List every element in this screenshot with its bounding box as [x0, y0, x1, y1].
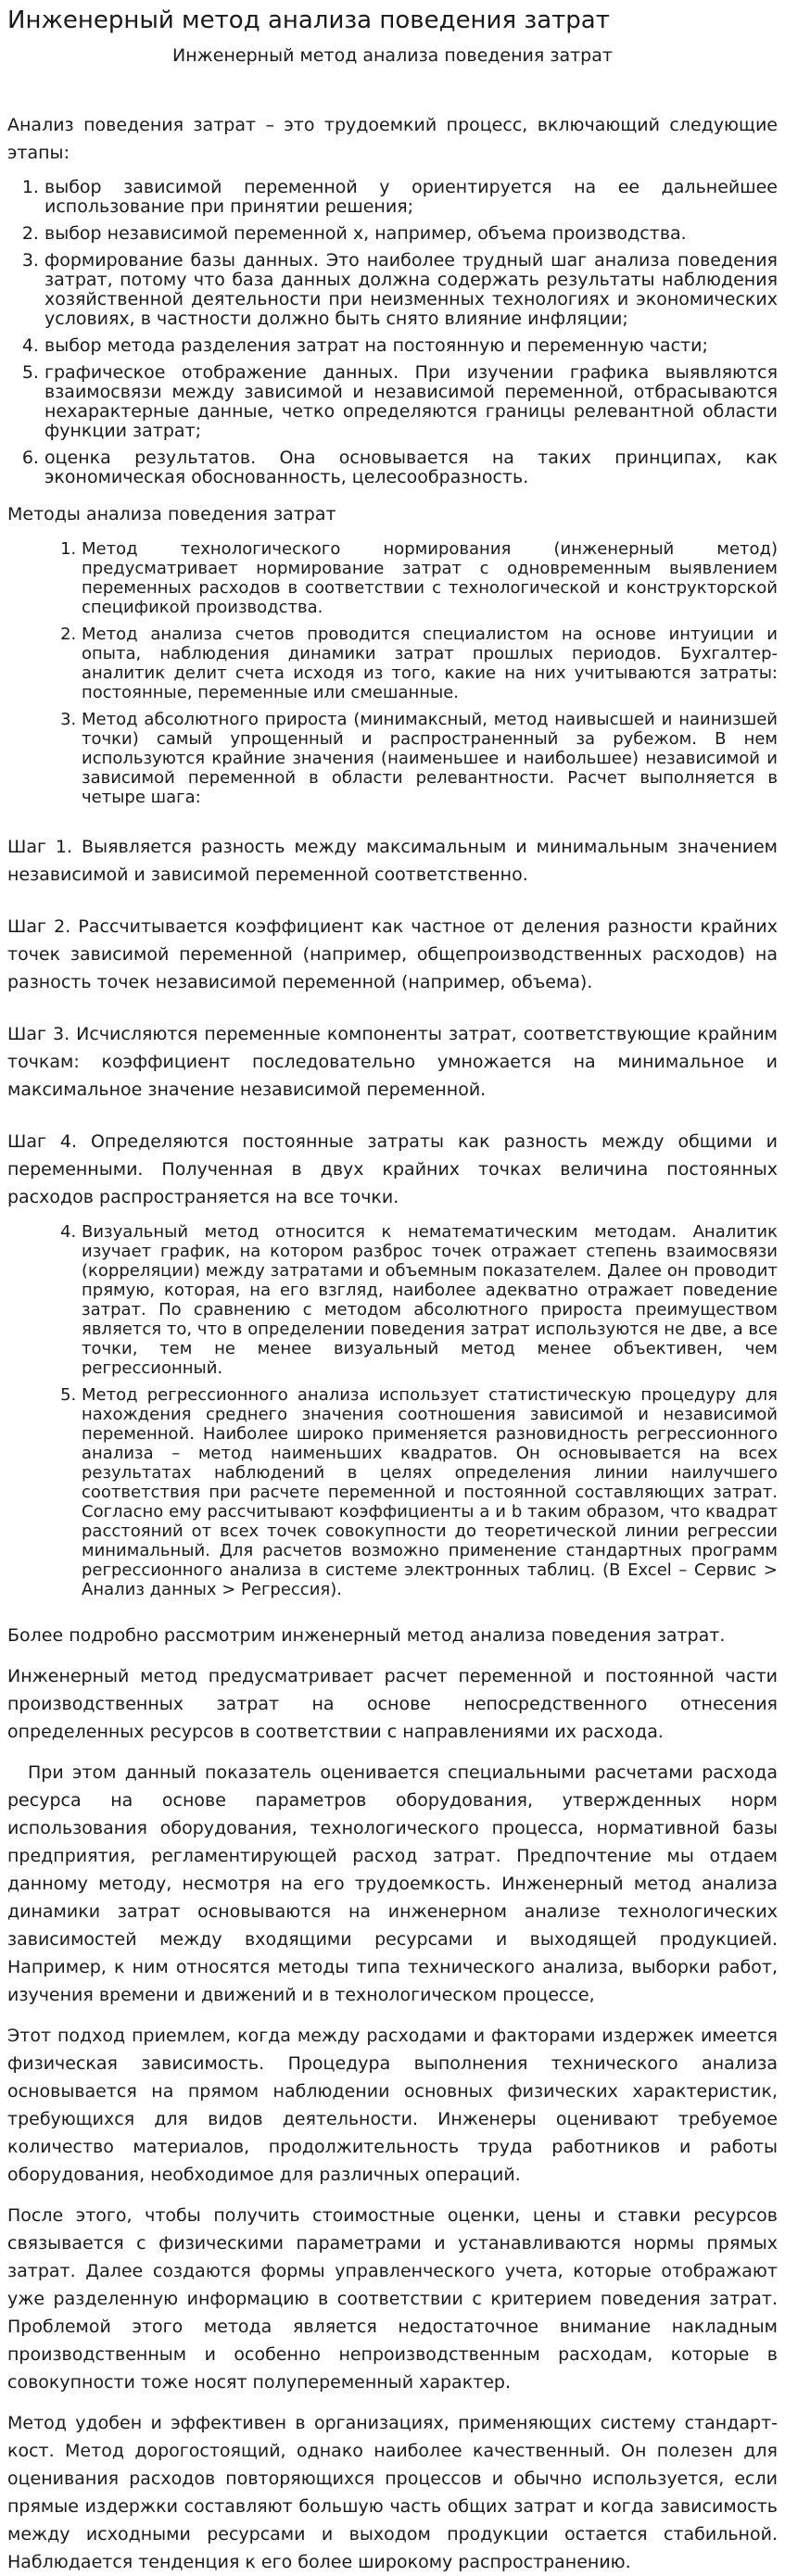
list-item: 4. выбор метода разделения затрат на постоянную и переменную части;	[44, 336, 778, 356]
step-paragraph: Шаг 4. Определяются постоянные затраты как разность между общими и переменными. Полученная в двух крайних точках величина постоянных расходов распространяется на все точки.	[7, 1131, 778, 1207]
list-item: 1. выбор зависимой переменной у ориентируется на ее дальнейшее использование при принятии решения;	[44, 178, 778, 217]
list-item: 3. формирование базы данных. Это наиболее трудный шаг анализа поведения затрат, потому что база данных должна содержать результаты наблюдения хозяйственной деятельности при неизменных технологиях и экономических условиях, в частности должно быть снято влияние инфляции;	[44, 251, 778, 329]
list-item: 5. графическое отображение данных. При изучении графика выявляются взаимосвязи между зависимой и независимой переменной, отбрасываются нехарактерные данные, четко определяются границы релевантной области функции затрат;	[44, 363, 778, 441]
body-paragraph: Этот подход приемлем, когда между расходами и факторами издержек имеется физическая зависимость. Процедура выполнения технического анализа основывается на прямом наблюдении основных физических характеристик, требующихся для видов деятельности. Инженеры оценивают требуемое количество материалов, продолжительность труда работников и работы оборудования, необходимое для различных операций.	[7, 2026, 778, 2185]
step-paragraph: Шаг 2. Рассчитывается коэффициент как частное от деления разности крайних точек зависимой переменной (например, общепроизводственных расходов) на разность точек независимой переменной (например, объема).	[7, 916, 778, 992]
list-item: 2. выбор независимой переменной х, например, объема производства.	[44, 224, 778, 244]
methods-list	[7, 539, 778, 807]
step-paragraph: Шаг 1. Выявляется разность между максимальным и минимальным значением независимой и зависимой переменной соответственно.	[7, 837, 778, 885]
body-paragraph: При этом данный показатель оценивается специальными расчетами расхода ресурса на основе параметров оборудования, утвержденных норм использования оборудования, технологического процесса, нормативной базы предприятия, регламентирующей расход затрат. Предпочтение мы отдаем данному методу, несмотря на его трудоемкость. Инженерный метод анализа динамики затрат основываются на инженерном анализе технологических зависимостей между входящими ресурсами и выходящей продукцией. Например, к ним относятся методы типа технического анализа, выборки работ, изучения времени и движений и в технологическом процессе,	[7, 1762, 778, 2005]
intro-paragraph: Анализ поведения затрат – это трудоемкий процесс, включающий следующие этапы:	[7, 115, 778, 163]
methods-heading: Методы анализа поведения затрат	[7, 504, 336, 524]
page-subtitle: Инженерный метод анализа поведения затрат	[172, 45, 613, 66]
body-paragraph: После этого, чтобы получить стоимостные оценки, цены и ставки ресурсов связывается с физическими параметрами и устанавливаются нормы прямых затрат. Далее создаются формы управленческого учета, которые отображают уже разделенную информацию в соответствии с критерием поведения затрат. Проблемой этого метода является недостаточное внимание накладным производственным и особенно непроизводственным расходам, которые в совокупности тоже носят полупеременный характер.	[7, 2205, 778, 2393]
list-item: 2. Метод анализа счетов проводится специалистом на основе интуиции и опыта, наблюдения динамики затрат прошлых периодов. Бухгалтер-аналитик делит счета исходя из того, какие на них учитываются затраты: постоянные, переменные или смешанные.	[82, 625, 778, 702]
list-item: 1. Метод технологического нормирования (инженерный метод) предусматривает нормирование затрат с одновременным выявлением переменных расходов в соответствии с технологической и конструкторской спецификой производства.	[82, 539, 778, 617]
list-item: 3. Метод абсолютного прироста (минимаксный, метод наивысшей и наинизшей точки) самый упрощенный и распространенный за рубежом. В нем используются крайние значения (наименьшее и наибольшее) независимой и зависимой переменной в области релевантности. Расчет выполняется в четыре шага:	[82, 710, 778, 807]
methods-list-continued	[7, 1222, 778, 1599]
list-item: 4. Визуальный метод относится к нематематическим методам. Аналитик изучает график, на котором разброс точек отражает степень взаимосвязи (корреляции) между затратами и объемным показателем. Далее он проводит прямую, которая, на его взгляд, наиболее адекватно отражает поведение затрат. По сравнению с методом абсолютного прироста преимуществом является то, что в определении поведения затрат используются не две, а все точки, тем не менее визуальный метод менее объективен, чем регрессионный.	[82, 1222, 778, 1378]
body-paragraph: Метод удобен и эффективен в организациях, применяющих систему стандарт-кост. Метод дорогостоящий, однако наиболее качественный. Он полезен для оценивания расходов повторяющихся процессов и обычно используется, если прямые издержки составляют большую часть общих затрат и когда зависимость между исходными ресурсами и выходом продукции остается стабильной. Наблюдается тенденция к его более широкому распространению.	[7, 2413, 778, 2572]
page-title: Инженерный метод анализа поведения затрат	[7, 6, 610, 34]
body-paragraph: Более подробно рассмотрим инженерный метод анализа поведения затрат.	[7, 1625, 726, 1646]
analysis-stages-list	[7, 178, 778, 487]
list-item: 5. Метод регрессионного анализа использует статистическую процедуру для нахождения среднего значения соотношения зависимой и независимой переменной. Наиболее широко применяется разновидность регрессионного анализа – метод наименьших квадратов. Он основывается на всех результатах наблюдений в целях определения линии наилучшего соответствия при расчете переменной и постоянной составляющих затрат. Согласно ему рассчитывают коэффициенты a и b таким образом, что квадрат расстояний от всех точек совокупности до теоретической линии регрессии минимальный. Для расчетов возможно применение стандартных программ регрессионного анализа в системе электронных таблиц. (В Excel – Сервис > Анализ данных > Регрессия).	[82, 1385, 778, 1599]
step-paragraph: Шаг 3. Исчисляются переменные компоненты затрат, соответствующие крайним точкам: коэффициент последовательно умножается на минимальное и максимальное значение независимой переменной.	[7, 1024, 778, 1100]
body-paragraph: Инженерный метод предусматривает расчет переменной и постоянной части производственных затрат на основе непосредственного отнесения определенных ресурсов в соответствии с направлениями их расхода.	[7, 1666, 778, 1742]
list-item: 6. оценка результатов. Она основывается на таких принципах, как экономическая обоснованность, целесообразность.	[44, 448, 778, 487]
